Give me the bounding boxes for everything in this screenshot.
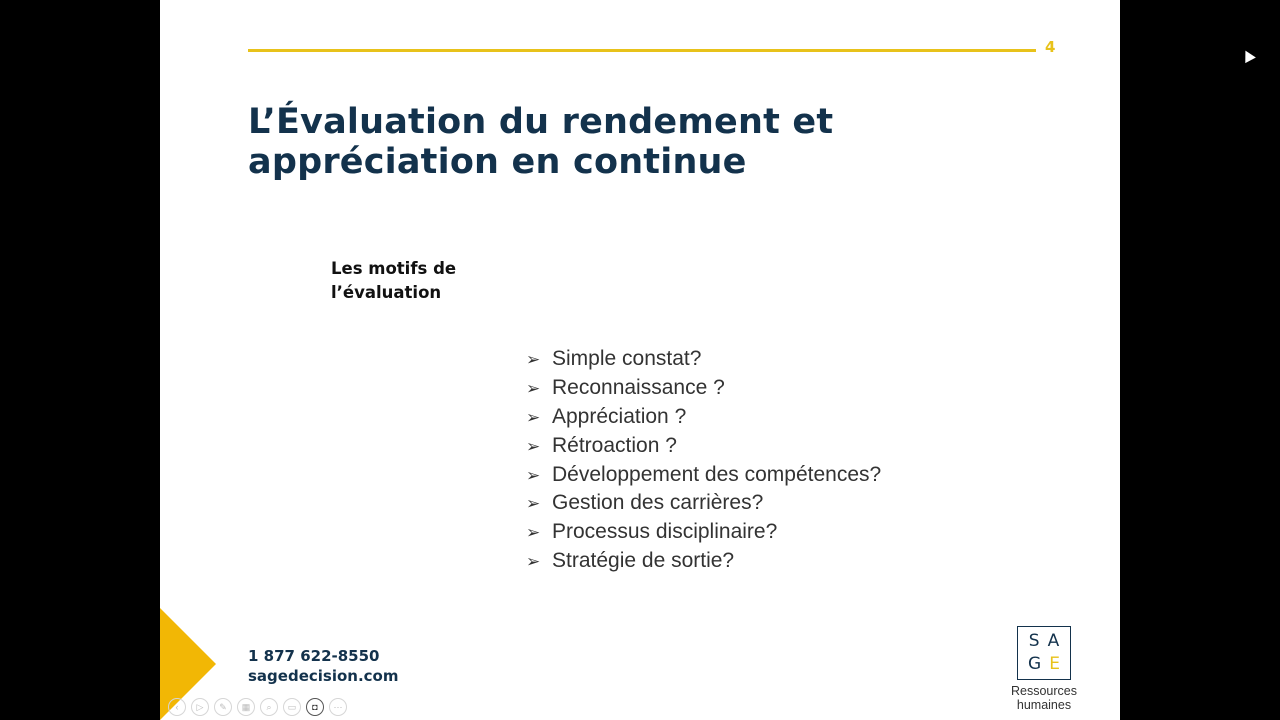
arrow-bullet-icon: ➢ [526, 436, 541, 456]
logo-caption [996, 684, 1092, 712]
bullet-item [526, 432, 881, 461]
sage-logo [1017, 626, 1071, 680]
zoom-icon[interactable]: ⌕ [260, 698, 278, 716]
camera-icon[interactable]: ◘ [306, 698, 324, 716]
presentation-slide [160, 0, 1120, 720]
bullet-list [526, 345, 881, 576]
arrow-bullet-icon: ➢ [526, 350, 541, 369]
contact-info [248, 646, 398, 686]
bullet-text: Rétroaction ? [552, 433, 677, 457]
arrow-bullet-icon: ➢ [526, 407, 541, 427]
bullet-text: Stratégie de sortie? [552, 549, 735, 573]
bullet-item [526, 489, 881, 518]
bullet-text: Processus disciplinaire? [552, 520, 778, 544]
bullet-text: Reconnaissance ? [552, 375, 725, 399]
more-options-icon[interactable]: ⋯ [329, 698, 347, 716]
arrow-bullet-icon: ➢ [526, 465, 541, 485]
previous-slide-icon[interactable]: ‹ [168, 698, 186, 716]
arrow-bullet-icon: ➢ [526, 552, 541, 572]
bullet-text: Simple constat? [552, 347, 702, 370]
play-icon[interactable]: ▷ [191, 698, 209, 716]
bullet-item [526, 403, 881, 432]
arrow-bullet-icon: ➢ [526, 523, 541, 543]
arrow-bullet-icon: ➢ [526, 494, 541, 514]
pen-icon[interactable]: ✎ [214, 698, 232, 716]
bullet-item [526, 518, 881, 547]
slide-subheading: Les motifs de l’évaluation [331, 259, 457, 302]
header-rule [248, 49, 1036, 52]
logo-letter: S [1028, 631, 1040, 651]
logo-caption-line: Ressources [1011, 684, 1077, 698]
logo-letter: G [1028, 654, 1042, 674]
subtitles-icon[interactable]: ▭ [283, 698, 301, 716]
bullet-item [526, 461, 881, 490]
bullet-text: Développement des compétences? [552, 462, 882, 486]
website-link: sagedecision.com [248, 667, 399, 685]
bullet-item [526, 374, 881, 403]
phone-number: 1 877 622-8550 [248, 647, 380, 665]
bullet-text: Gestion des carrières? [552, 491, 764, 515]
slide-number: 4 [1045, 38, 1056, 56]
logo-letter: A [1047, 631, 1060, 651]
bullet-text: Appréciation ? [552, 404, 687, 428]
arrow-bullet-icon: ➢ [526, 378, 541, 398]
bullet-item [526, 345, 881, 374]
logo-letter: E [1049, 654, 1060, 674]
bullet-item [526, 547, 881, 576]
slide-title: L’Évaluation du rendement et appréciation en continue [248, 102, 834, 182]
slides-grid-icon[interactable]: ▦ [237, 698, 255, 716]
logo-caption-line: humaines [1016, 698, 1072, 712]
mouse-cursor-icon [1240, 48, 1256, 63]
slideshow-controls [168, 698, 347, 716]
